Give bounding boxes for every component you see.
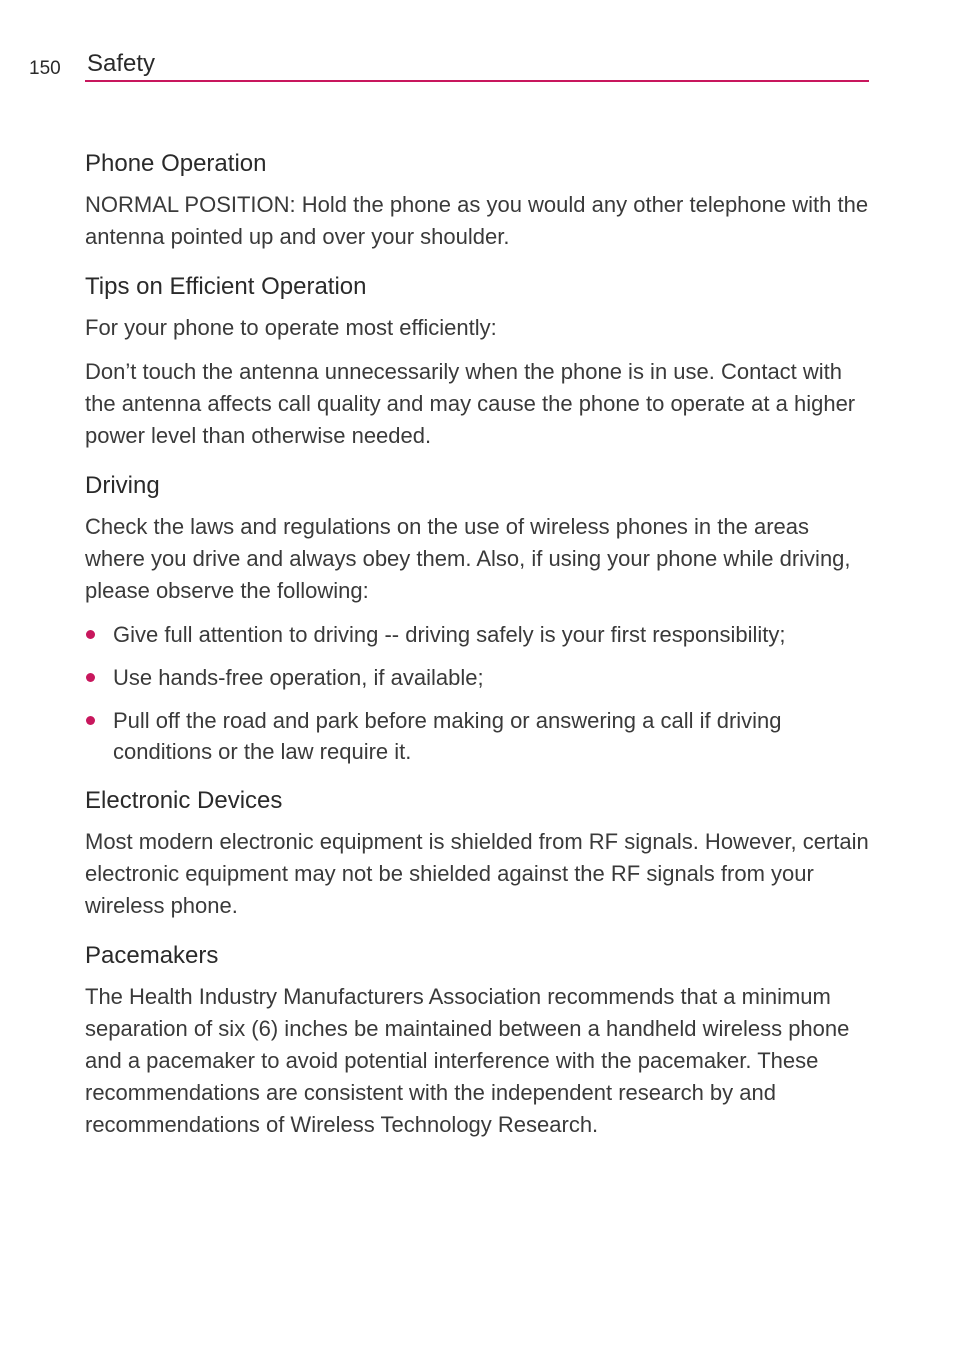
paragraph: Most modern electronic equipment is shielded from RF signals. However, certain electronic equipment may not be shielded against the RF signals from your wireless phone. — [85, 829, 869, 918]
paragraph: NORMAL POSITION: Hold the phone as you would any other telephone with the antenna pointed up and over your shoulder. — [85, 192, 869, 249]
list-item — [85, 705, 875, 767]
page-header — [0, 0, 954, 90]
list-item — [85, 619, 875, 650]
section-phone-operation — [85, 148, 875, 253]
list-item-text: Give full attention to driving -- driving safely is your first responsibility; — [113, 622, 786, 647]
section-driving — [85, 470, 875, 767]
bullet-icon — [86, 630, 95, 639]
list-item-text: Use hands-free operation, if available; — [113, 665, 484, 690]
section-heading: Tips on Efficient Operation — [85, 273, 367, 300]
list-item-text: Pull off the road and park before making or answering a call if driving conditions or the law require it. — [113, 708, 782, 764]
bullet-list — [85, 619, 875, 767]
section-heading: Pacemakers — [85, 942, 219, 969]
section-heading: Electronic Devices — [85, 787, 283, 814]
bullet-icon — [86, 673, 95, 682]
paragraph: For your phone to operate most efficiently: — [85, 315, 497, 340]
paragraph: The Health Industry Manufacturers Association recommends that a minimum separation of six (6) inches be maintained between a handheld wireless phone and a pacemaker to avoid potential interference with the pacemaker. These recommendations are consistent with the independent research by and recommendations of Wireless Technology Research. — [85, 984, 850, 1137]
list-item — [85, 662, 875, 693]
section-electronic-devices — [85, 785, 875, 922]
section-title: Safety — [87, 50, 156, 77]
page-content — [85, 148, 875, 1159]
section-heading: Driving — [85, 472, 160, 499]
page-number: 150 — [29, 58, 61, 79]
paragraph: Don’t touch the antenna unnecessarily when the phone is in use. Contact with the antenna affects call quality and may cause the phone to operate at a higher power level than otherwise needed. — [85, 359, 856, 448]
header-divider — [85, 80, 869, 82]
section-tips-efficient-operation — [85, 271, 875, 452]
section-heading: Phone Operation — [85, 150, 267, 177]
section-pacemakers — [85, 940, 875, 1141]
paragraph: Check the laws and regulations on the use of wireless phones in the areas where you drive and always obey them. Also, if using your phone while driving, please observe the following: — [85, 514, 851, 603]
bullet-icon — [86, 716, 95, 725]
